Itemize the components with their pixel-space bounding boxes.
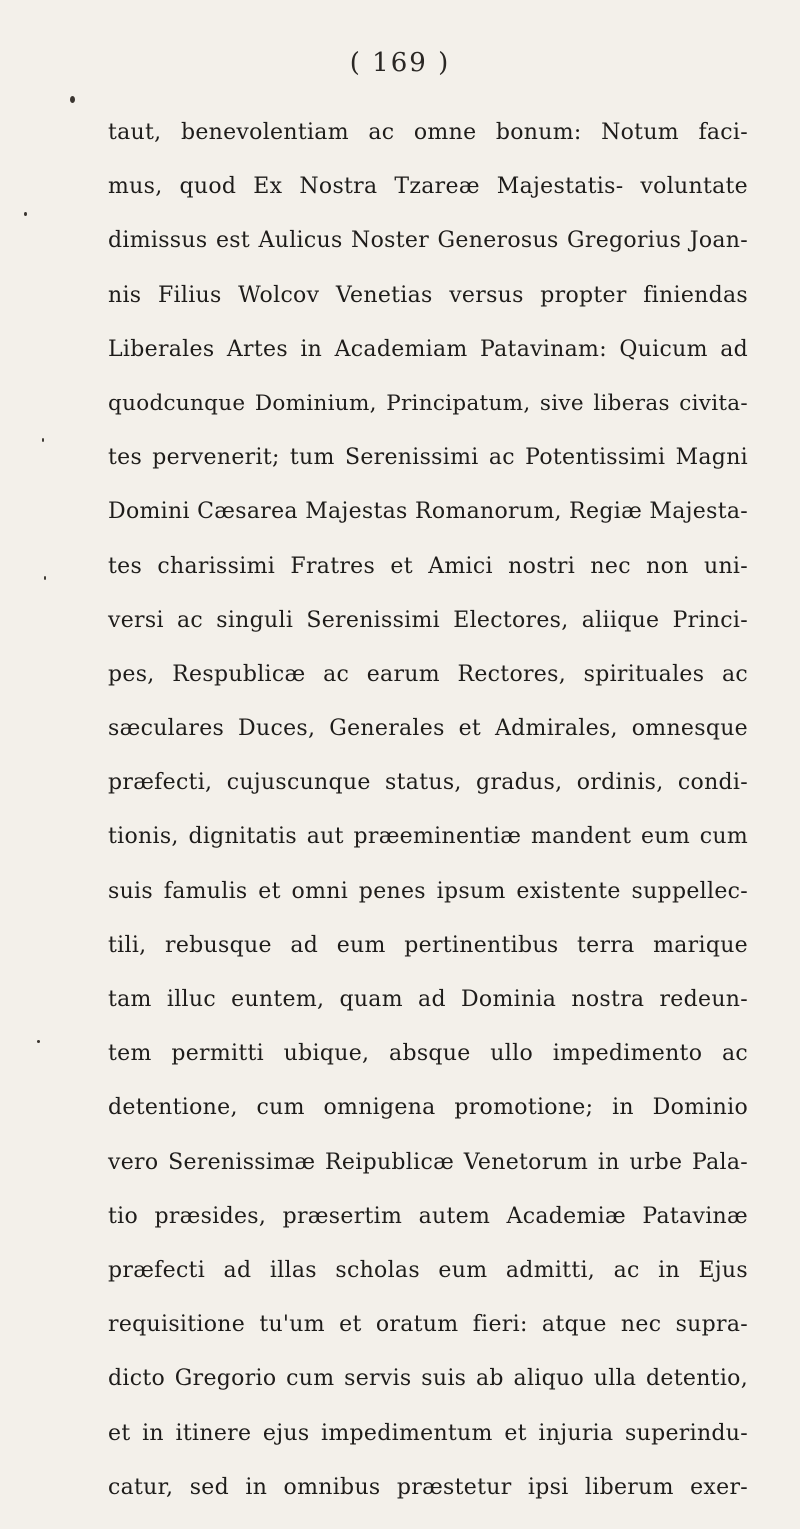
- ink-speck: [42, 438, 44, 442]
- text-line: præfecti ad illas scholas eum admitti, ac in Ejus: [108, 1257, 748, 1283]
- text-line: dicto Gregorio cum servis suis ab aliquo ulla detentio,: [108, 1366, 748, 1392]
- ink-speck: [44, 576, 46, 580]
- text-line: mus, quod Ex Nostra Tzareæ Majestatis- voluntate: [108, 174, 748, 200]
- text-line: Liberales Artes in Academiam Patavinam: Quicum ad: [108, 336, 748, 362]
- text-line: pes, Respublicæ ac earum Rectores, spirituales ac: [108, 661, 748, 687]
- text-line: Domini Cæsarea Majestas Romanorum, Regiæ Majesta-: [108, 499, 748, 525]
- text-line: tionis, dignitatis aut præeminentiæ mandent eum cum: [108, 824, 748, 850]
- text-line: quodcunque Dominium, Principatum, sive liberas civita-: [108, 390, 748, 416]
- ink-speck: [24, 212, 27, 216]
- text-line: taut, benevolentiam ac omne bonum: Notum faci-: [108, 120, 748, 145]
- text-line: tem permitti ubique, absque ullo impedimento ac: [108, 1041, 748, 1067]
- text-line: tes charissimi Fratres et Amici nostri nec non uni-: [108, 553, 748, 579]
- text-line: detentione, cum omnigena promotione; in Dominio: [108, 1095, 748, 1121]
- ink-speck: [70, 96, 75, 103]
- text-line: versi ac singuli Serenissimi Electores, aliique Princi-: [108, 607, 748, 633]
- text-line: dimissus est Aulicus Noster Generosus Gregorius Joan-: [108, 228, 748, 254]
- text-line: præfecti, cujuscunque status, gradus, ordinis, condi-: [108, 770, 748, 796]
- text-line: tio præsides, præsertim autem Academiæ Patavinæ: [108, 1203, 748, 1229]
- text-line: suis famulis et omni penes ipsum existente suppellec-: [108, 878, 748, 904]
- text-line: requisitione tu'um et oratum fieri: atque nec supra-: [108, 1312, 748, 1338]
- ink-speck: [37, 1040, 40, 1043]
- text-line: et in itinere ejus impedimentum et injuria superindu-: [108, 1420, 748, 1446]
- text-line: nis Filius Wolcov Venetias versus propter finiendas: [108, 282, 748, 308]
- text-line: catur, sed in omnibus præstetur ipsi liberum exer-: [108, 1474, 748, 1500]
- text-line: vero Serenissimæ Reipublicæ Venetorum in urbe Pala-: [108, 1149, 748, 1175]
- body-text: [108, 120, 748, 1529]
- text-line: sæculares Duces, Generales et Admirales, omnesque: [108, 716, 748, 742]
- page-number: ( 169 ): [349, 48, 451, 78]
- text-line: tam illuc euntem, quam ad Dominia nostra redeun-: [108, 987, 748, 1012]
- text-line: tes pervenerit; tum Serenissimi ac Potentissimi Magni: [108, 445, 748, 471]
- text-line: tili, rebusque ad eum pertinentibus terra marique: [108, 932, 748, 958]
